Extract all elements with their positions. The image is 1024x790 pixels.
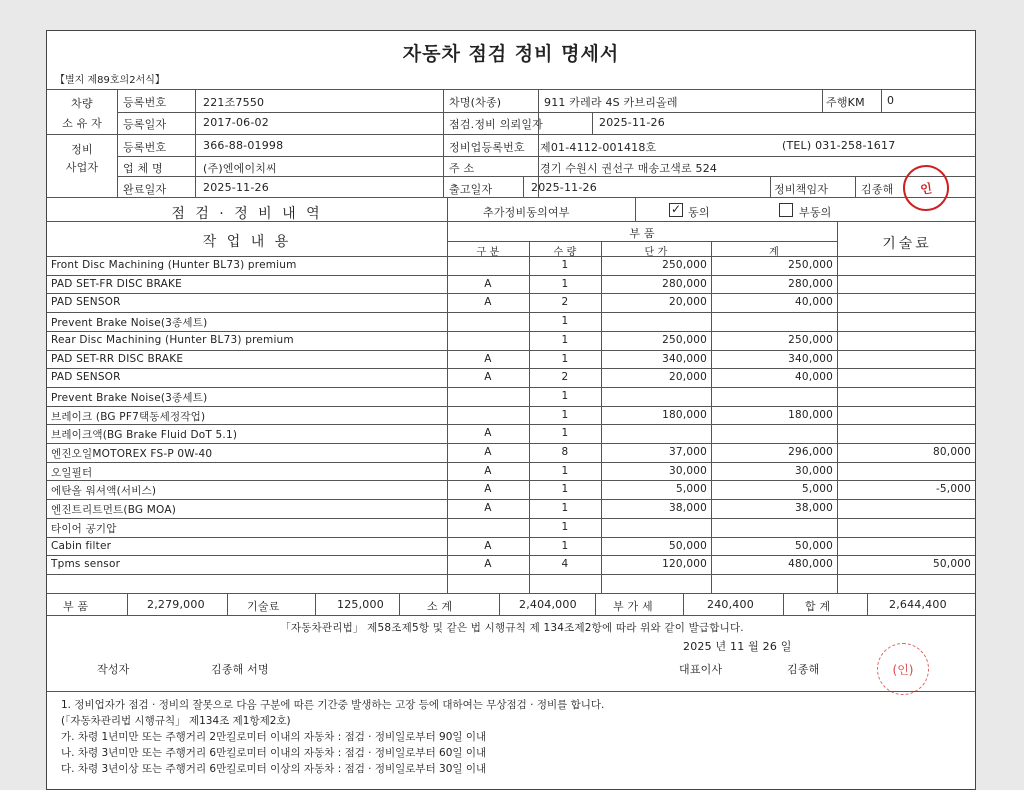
divider bbox=[127, 593, 128, 615]
done-date-label: 완료일자 bbox=[123, 183, 167, 196]
company-name: (주)엔에이치씨 bbox=[203, 162, 277, 175]
divider bbox=[47, 89, 976, 90]
work-item-kind: A bbox=[484, 483, 492, 495]
work-item-sum: 50,000 bbox=[795, 540, 833, 552]
divider bbox=[47, 615, 976, 616]
row-divider bbox=[47, 387, 976, 388]
extra-consent-label: 추가정비동의여부 bbox=[483, 206, 570, 219]
agree-checkbox[interactable]: ✓ bbox=[670, 202, 682, 216]
row-divider bbox=[47, 368, 976, 369]
km-label: 주행KM bbox=[826, 96, 865, 109]
col-sum: 계 bbox=[769, 247, 779, 258]
work-item-qty: 1 bbox=[561, 353, 569, 365]
work-item-unit-price: 280,000 bbox=[662, 278, 707, 290]
work-item-kind: A bbox=[484, 502, 492, 514]
work-item-sum: 180,000 bbox=[788, 409, 833, 421]
out-date: 2025-11-26 bbox=[531, 181, 597, 194]
km-value: 0 bbox=[887, 94, 895, 107]
row-divider bbox=[47, 555, 976, 556]
divider bbox=[447, 241, 837, 242]
work-item-qty: 1 bbox=[561, 465, 569, 477]
work-item-qty: 1 bbox=[561, 521, 569, 533]
work-item-labor: 50,000 bbox=[933, 558, 971, 570]
row-divider bbox=[47, 499, 976, 500]
divider bbox=[447, 197, 448, 221]
work-item-unit-price: 38,000 bbox=[669, 502, 707, 514]
work-item-name: Front Disc Machining (Hunter BL73) premium bbox=[51, 259, 297, 271]
disagree-label: 부동의 bbox=[799, 206, 832, 219]
work-item-sum: 296,000 bbox=[788, 446, 833, 458]
agree-label: 동의 bbox=[688, 206, 710, 219]
work-item-unit-price: 5,000 bbox=[675, 483, 707, 495]
work-item-qty: 1 bbox=[561, 259, 569, 271]
vat-label: 부 가 세 bbox=[613, 600, 653, 613]
work-item-name: Cabin filter bbox=[51, 540, 112, 552]
stamp-text: 인 bbox=[919, 180, 933, 197]
owner-regdate-label: 등록일자 bbox=[123, 118, 167, 131]
work-item-kind: A bbox=[484, 353, 492, 365]
work-item-unit-price: 250,000 bbox=[662, 334, 707, 346]
work-item-sum: 5,000 bbox=[801, 483, 833, 495]
divider bbox=[523, 176, 524, 197]
row-divider bbox=[47, 443, 976, 444]
company-label: 업 체 명 bbox=[123, 162, 163, 175]
work-item-name: Prevent Brake Noise(3종세트) bbox=[51, 317, 208, 329]
work-item-name: Prevent Brake Noise(3종세트) bbox=[51, 392, 208, 404]
subtotal: 2,404,000 bbox=[519, 598, 577, 611]
divider bbox=[117, 112, 443, 113]
work-item-name: 브레이크 (BG PF7택동세정작업) bbox=[51, 411, 206, 423]
divider bbox=[443, 89, 444, 197]
work-item-qty: 2 bbox=[561, 296, 569, 308]
address: 경기 수원시 권선구 매송고색로 524 bbox=[540, 162, 718, 175]
divider bbox=[227, 593, 228, 615]
work-item-qty: 4 bbox=[561, 558, 569, 570]
vat: 240,400 bbox=[707, 598, 754, 611]
divider bbox=[499, 593, 500, 615]
work-item-qty: 8 bbox=[561, 446, 569, 458]
work-item-name: PAD SET-FR DISC BRAKE bbox=[51, 278, 182, 290]
col-unit: 단 가 bbox=[644, 247, 668, 258]
divider bbox=[683, 593, 684, 615]
work-item-kind: A bbox=[484, 558, 492, 570]
work-item-unit-price: 250,000 bbox=[662, 259, 707, 271]
issue-date: 2025 년 11 월 26 일 bbox=[683, 640, 792, 653]
work-item-sum: 480,000 bbox=[788, 558, 833, 570]
row-divider bbox=[47, 480, 976, 481]
work-item-qty: 1 bbox=[561, 483, 569, 495]
work-item-sum: 250,000 bbox=[788, 334, 833, 346]
row-divider bbox=[47, 518, 976, 519]
work-item-unit-price: 120,000 bbox=[662, 558, 707, 570]
work-item-qty: 1 bbox=[561, 502, 569, 514]
work-item-kind: A bbox=[484, 446, 492, 458]
work-item-name: PAD SET-RR DISC BRAKE bbox=[51, 353, 184, 365]
work-item-name: 브레이크액(BG Brake Fluid DoT 5.1) bbox=[51, 429, 238, 441]
statement-document bbox=[46, 30, 976, 790]
col-qty: 수 량 bbox=[553, 247, 577, 258]
row-divider bbox=[47, 424, 976, 425]
total-parts: 2,279,000 bbox=[147, 598, 205, 611]
request-date-label: 점검.정비 의뢰일자 bbox=[449, 118, 544, 131]
row-divider bbox=[47, 406, 976, 407]
work-item-sum: 280,000 bbox=[788, 278, 833, 290]
work-item-labor: -5,000 bbox=[935, 483, 971, 495]
work-item-kind: A bbox=[484, 465, 492, 477]
company-stamp bbox=[900, 162, 952, 214]
work-item-unit-price: 340,000 bbox=[662, 353, 707, 365]
done-date: 2025-11-26 bbox=[203, 181, 269, 194]
owner-regdate: 2017-06-02 bbox=[203, 116, 269, 129]
divider bbox=[399, 593, 400, 615]
work-item-unit-price: 37,000 bbox=[669, 446, 707, 458]
work-item-kind: A bbox=[484, 371, 492, 383]
note-line: 나. 차령 3년미만 또는 주행거리 6만킬로미터 이내의 자동차 : 점검 · 정비일로부터 60일 이내 bbox=[61, 747, 487, 759]
divider bbox=[47, 197, 976, 198]
work-item-qty: 1 bbox=[561, 390, 569, 402]
biz-no-label: 정비업등록번호 bbox=[449, 141, 525, 154]
work-item-sum: 340,000 bbox=[788, 353, 833, 365]
manager-label: 정비책임자 bbox=[774, 183, 829, 196]
shop-label-2: 사업자 bbox=[65, 161, 99, 174]
total-labor-label: 기술료 bbox=[247, 600, 280, 613]
owner-regno-label: 등록번호 bbox=[123, 96, 167, 109]
subtotal-label: 소 계 bbox=[427, 600, 453, 613]
biz-no: 제01-4112-001418호 bbox=[540, 141, 657, 154]
ceo-name: 김종해 bbox=[787, 663, 820, 676]
work-item-kind: A bbox=[484, 540, 492, 552]
work-item-name: 엔진트리트먼트(BG MOA) bbox=[51, 504, 177, 516]
request-date: 2025-11-26 bbox=[599, 116, 665, 129]
shop-label-1: 정비 bbox=[71, 143, 93, 156]
work-item-qty: 2 bbox=[561, 371, 569, 383]
total-labor: 125,000 bbox=[337, 598, 384, 611]
writer-label: 작성자 bbox=[97, 663, 130, 676]
total-parts-label: 부 품 bbox=[63, 600, 89, 613]
note-line: 가. 차령 1년미만 또는 주행거리 2만킬로미터 이내의 자동차 : 점검 · 정비일로부터 90일 이내 bbox=[61, 731, 487, 743]
form-number: 【별지 제89호의2서식】 bbox=[55, 75, 165, 86]
work-item-sum: 30,000 bbox=[795, 465, 833, 477]
work-item-name: 엔진오일MOTOREX FS-P 0W-40 bbox=[51, 448, 213, 460]
note-line: 다. 차령 3년이상 또는 주행거리 6만킬로미터 이상의 자동차 : 점검 · 정비일로부터 30일 이내 bbox=[61, 763, 487, 775]
work-item-sum: 38,000 bbox=[795, 502, 833, 514]
writer-name: 김종해 서명 bbox=[211, 663, 269, 676]
work-section-label: 점 검 · 정 비 내 역 bbox=[171, 206, 323, 222]
work-item-unit-price: 20,000 bbox=[669, 296, 707, 308]
owner-regno: 221조7550 bbox=[203, 96, 265, 109]
work-item-kind: A bbox=[484, 427, 492, 439]
document-title: 자동차 점검 정비 명세서 bbox=[402, 43, 620, 65]
note-line: (「자동차관리법 시행규칙」 제134조 제1항제2호) bbox=[61, 715, 291, 727]
work-item-name: 에탄올 워셔액(서비스) bbox=[51, 485, 157, 497]
shop-tel: (TEL) 031-258-1617 bbox=[782, 139, 896, 152]
row-divider bbox=[47, 350, 976, 351]
shop-regno: 366-88-01998 bbox=[203, 139, 284, 152]
total-label: 합 계 bbox=[805, 600, 831, 613]
col-work: 작 업 내 용 bbox=[202, 234, 292, 250]
ceo-label: 대표이사 bbox=[679, 663, 723, 676]
work-item-name: PAD SENSOR bbox=[51, 371, 121, 383]
divider bbox=[117, 89, 118, 197]
out-date-label: 출고일자 bbox=[449, 183, 493, 196]
divider bbox=[117, 176, 976, 177]
work-item-kind: A bbox=[484, 296, 492, 308]
work-item-kind: A bbox=[484, 278, 492, 290]
divider bbox=[635, 197, 636, 221]
row-divider bbox=[47, 331, 976, 332]
car-name-label: 차명(차종) bbox=[449, 96, 502, 109]
divider bbox=[881, 89, 882, 112]
work-item-sum: 40,000 bbox=[795, 296, 833, 308]
work-item-qty: 1 bbox=[561, 315, 569, 327]
divider bbox=[592, 112, 593, 134]
row-divider bbox=[47, 537, 976, 538]
divider bbox=[783, 593, 784, 615]
work-item-unit-price: 30,000 bbox=[669, 465, 707, 477]
divider bbox=[315, 593, 316, 615]
divider bbox=[117, 156, 976, 157]
work-item-unit-price: 180,000 bbox=[662, 409, 707, 421]
work-item-qty: 1 bbox=[561, 409, 569, 421]
divider bbox=[822, 89, 823, 112]
row-divider bbox=[47, 312, 976, 313]
work-item-labor: 80,000 bbox=[933, 446, 971, 458]
work-item-qty: 1 bbox=[561, 278, 569, 290]
work-item-name: 타이어 공기압 bbox=[51, 523, 117, 535]
divider bbox=[595, 593, 596, 615]
note-line: 1. 정비업자가 점검 · 정비의 잘못으로 다음 구분에 따른 기간중 발생하는 고장 등에 대하여는 무상점검 · 정비를 합니다. bbox=[61, 699, 605, 711]
row-divider bbox=[47, 293, 976, 294]
car-name: 911 카레라 4S 카브리올레 bbox=[544, 96, 678, 109]
ceo-seal: (인) bbox=[877, 643, 929, 695]
col-labor: 기술료 bbox=[882, 236, 932, 252]
work-item-name: Rear Disc Machining (Hunter BL73) premium bbox=[51, 334, 294, 346]
work-item-sum: 250,000 bbox=[788, 259, 833, 271]
owner-label-2: 소 유 자 bbox=[62, 117, 102, 130]
law-text: 「자동차관리법」 제58조제5항 및 같은 법 시행규칙 제 134조제2항에 따라 위와 같이 발급합니다. bbox=[280, 622, 744, 634]
divider bbox=[47, 134, 976, 135]
work-item-qty: 1 bbox=[561, 427, 569, 439]
row-divider bbox=[47, 574, 976, 575]
work-item-name: 오일필터 bbox=[51, 467, 93, 479]
divider bbox=[195, 89, 196, 197]
disagree-checkbox[interactable] bbox=[779, 203, 793, 217]
row-divider bbox=[47, 593, 976, 594]
work-item-name: PAD SENSOR bbox=[51, 296, 121, 308]
col-parts: 부 품 bbox=[629, 227, 655, 240]
shop-regno-label: 등록번호 bbox=[123, 141, 167, 154]
work-item-qty: 1 bbox=[561, 334, 569, 346]
divider bbox=[443, 112, 976, 113]
row-divider bbox=[47, 275, 976, 276]
work-item-unit-price: 50,000 bbox=[669, 540, 707, 552]
work-item-name: Tpms sensor bbox=[51, 558, 121, 570]
divider bbox=[867, 593, 868, 615]
col-kind: 구 분 bbox=[476, 247, 500, 258]
divider bbox=[855, 176, 856, 197]
row-divider bbox=[47, 462, 976, 463]
owner-label-1: 차량 bbox=[71, 97, 93, 110]
manager-name: 김종해 bbox=[861, 183, 894, 196]
work-item-sum: 40,000 bbox=[795, 371, 833, 383]
divider bbox=[47, 691, 976, 692]
work-item-unit-price: 20,000 bbox=[669, 371, 707, 383]
work-item-qty: 1 bbox=[561, 540, 569, 552]
divider bbox=[770, 176, 771, 197]
address-label: 주 소 bbox=[449, 162, 475, 175]
grand-total: 2,644,400 bbox=[889, 598, 947, 611]
